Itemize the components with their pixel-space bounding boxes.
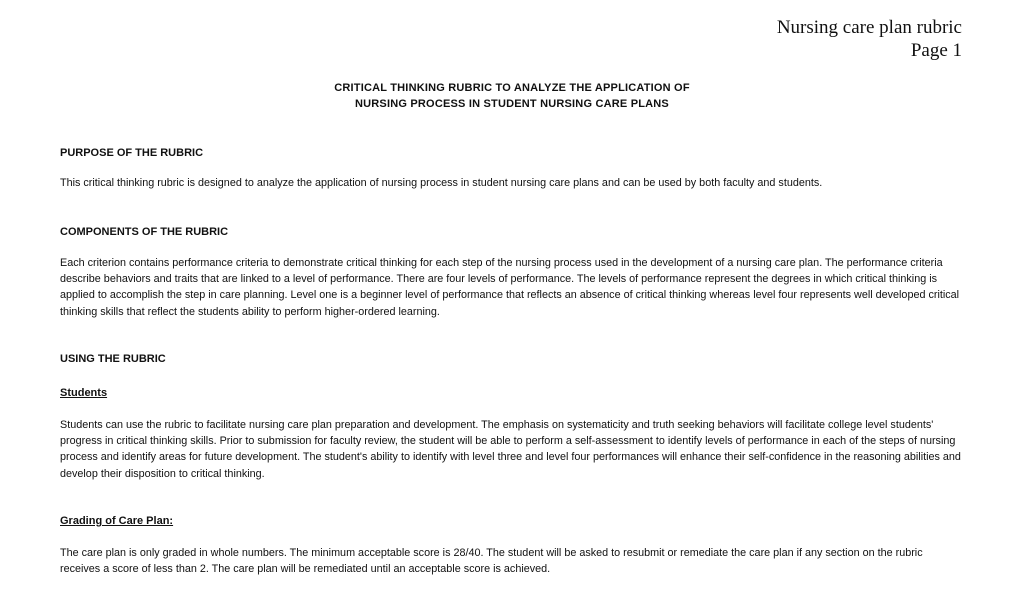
students-body: Students can use the rubric to facilitate nursing care plan preparation and development. The emphasis on systematicity and truth seeking behaviors will facilitate college level students' progress in critical thinking skills. Prior to submission for faculty review, the student will be able to perform a self-assessment to identify levels of performance in each of the steps of nursing process and identify areas for future development. The student's ability to identify with level three and level four performances will enhance their self-confidence in the reasoning abilities and develop their disposition to critical thinking. [60,419,961,480]
purpose-heading: PURPOSE OF THE RUBRIC [60,147,204,159]
document-title-line-2: NURSING PROCESS IN STUDENT NURSING CARE PLANS [355,98,669,110]
purpose-body: This critical thinking rubric is designed to analyze the application of nursing process in student nursing care plans and can be used by both faculty and students. [60,177,823,189]
header-doc-label: Nursing care plan rubric [776,17,962,38]
section-using [60,351,965,367]
header-page-label: Page 1 [910,40,962,61]
page-header [777,16,962,62]
section-components [60,224,965,240]
components-heading: COMPONENTS OF THE RUBRIC [60,226,229,238]
section-purpose [60,145,965,161]
students-heading: Students [60,387,108,399]
components-body: Each criterion contains performance criteria to demonstrate critical thinking for each step of the nursing process used in the development of a nursing care plan. The performance criteria describe behaviors and traits that are linked to a level of performance. There are four levels of performance. The levels of performance represent the degrees in which critical thinking is applied to accomplish the step in care planning. Level one is a beginner level of performance that reflects an absence of critical thinking whereas level four represents well developed critical thinking skills that reflect the students ability to perform higher-ordered learning. [60,257,960,318]
document-title-line-1: CRITICAL THINKING RUBRIC TO ANALYZE THE APPLICATION OF [334,82,690,94]
section-grading [60,513,965,529]
document-title [0,80,1024,112]
using-heading: USING THE RUBRIC [60,353,166,365]
grading-body: The care plan is only graded in whole numbers. The minimum acceptable score is 28/40. The student will be asked to resubmit or remediate the care plan if any section on the rubric receives a score of less than 2. The care plan will be remediated until an acceptable score is achieved. [60,547,923,576]
grading-heading: Grading of Care Plan: [60,515,174,527]
section-students [60,385,965,401]
